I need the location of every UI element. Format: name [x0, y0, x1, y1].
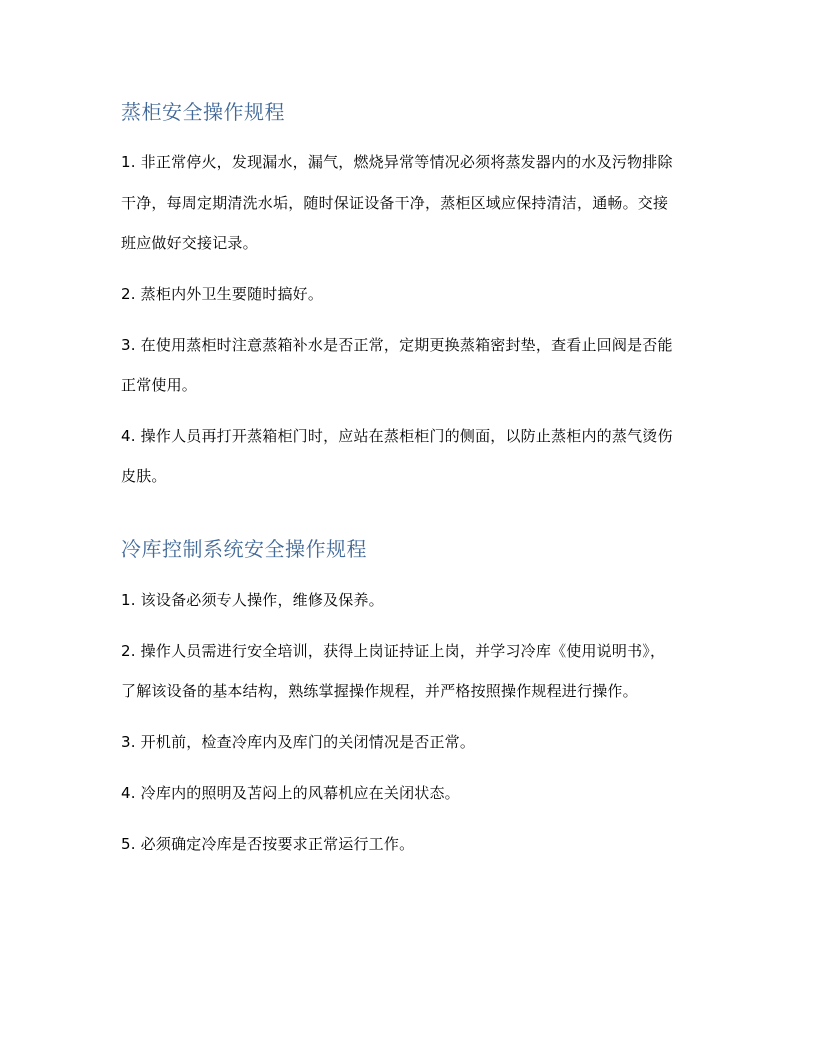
paragraph-line: 4. 操作人员再打开蒸箱柜门时，应站在蒸柜柜门的侧面，以防止蒸柜内的蒸气烫伤 — [121, 427, 673, 445]
paragraph-line: 1. 非正常停火，发现漏水，漏气，燃烧异常等情况必须将蒸发器内的水及污物排除 — [121, 153, 673, 171]
paragraph-line: 正常使用。 — [121, 376, 198, 394]
paragraph-line: 2. 蒸柜内外卫生要随时搞好。 — [121, 285, 324, 303]
paragraph-line: 3. 在使用蒸柜时注意蒸箱补水是否正常，定期更换蒸箱密封垫，查看止回阀是否能 — [121, 336, 673, 354]
paragraph-line: 5. 必须确定冷库是否按要求正常运行工作。 — [121, 835, 415, 853]
paragraph-line: 3. 开机前，检查冷库内及库门的关闭情况是否正常。 — [121, 733, 476, 751]
paragraph-line: 1. 该设备必须专人操作，维修及保养。 — [121, 591, 384, 609]
section-heading-cold-storage: 冷库控制系统安全操作规程 — [121, 537, 367, 561]
paragraph-line: 2. 操作人员需进行安全培训，获得上岗证持证上岗，并学习冷库《使用说明书》， — [121, 642, 666, 660]
section-heading-steamer: 蒸柜安全操作规程 — [121, 100, 285, 124]
paragraph-line: 班应做好交接记录。 — [121, 234, 258, 252]
paragraph-line: 了解该设备的基本结构，熟练掌握操作规程，并严格按照操作规程进行操作。 — [121, 682, 638, 700]
paragraph-line: 皮肤。 — [121, 467, 167, 485]
paragraph-line: 干净，每周定期清洗水垢，随时保证设备干净，蒸柜区域应保持清洁，通畅。交接 — [121, 194, 669, 212]
paragraph-line: 4. 冷库内的照明及苫闷上的风幕机应在关闭状态。 — [121, 784, 460, 802]
